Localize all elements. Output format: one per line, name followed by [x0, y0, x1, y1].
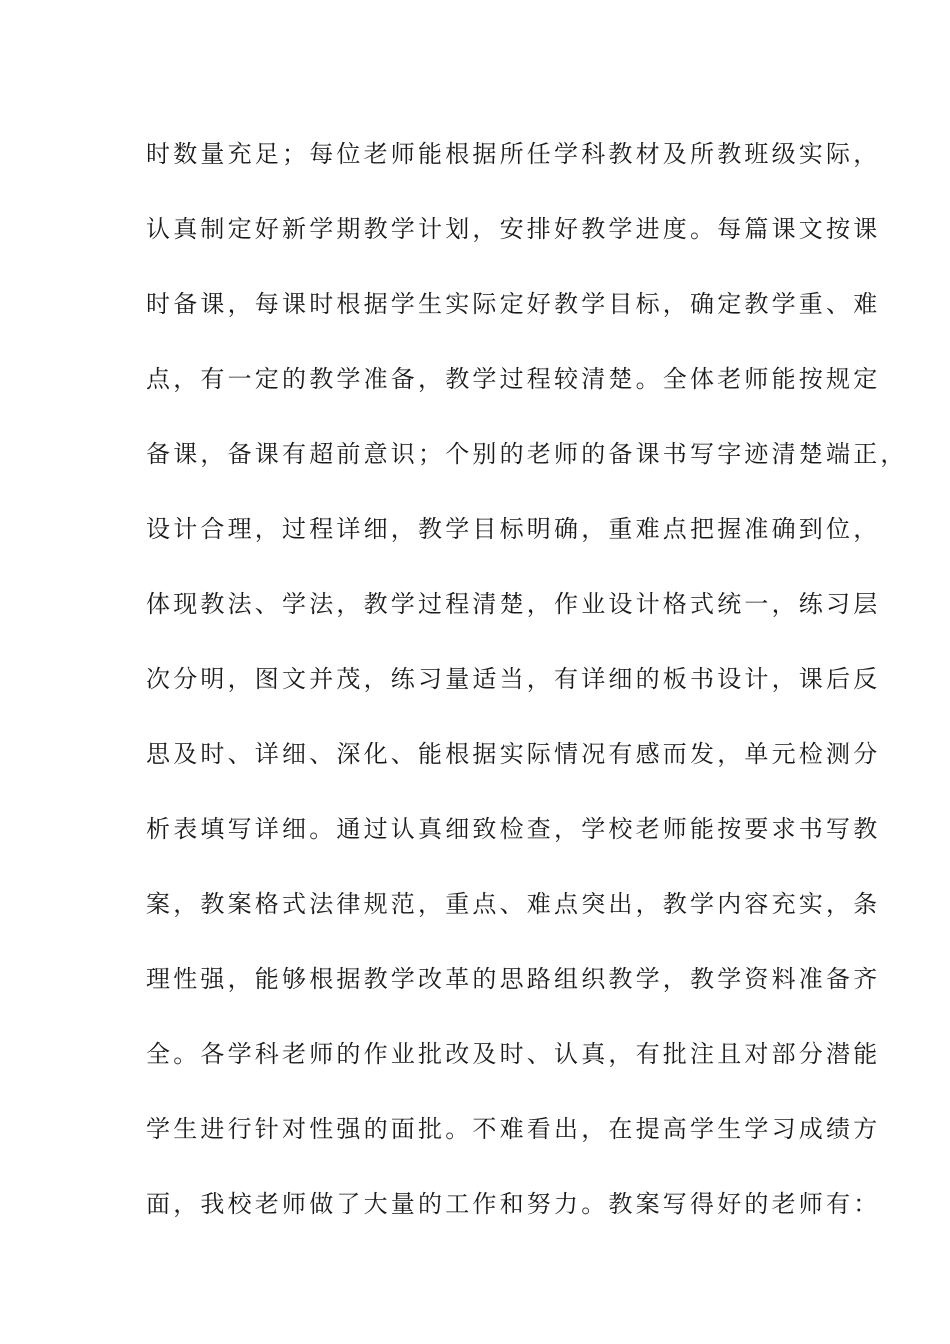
text-line: 案，教案格式法律规范，重点、难点突出，教学内容充实，条 — [146, 890, 881, 918]
body-text — [146, 134, 908, 1259]
text-line: 面，我校老师做了大量的工作和努力。教案写得好的老师有： — [146, 1190, 881, 1218]
text-line: 体现教法、学法，教学过程清楚，作业设计格式统一，练习层 — [146, 590, 881, 618]
text-line: 时备课，每课时根据学生实际定好教学目标，确定教学重、难 — [146, 290, 881, 318]
text-line: 全。各学科老师的作业批改及时、认真，有批注且对部分潜能 — [146, 1040, 881, 1068]
text-line: 认真制定好新学期教学计划，安排好教学进度。每篇课文按课 — [146, 215, 881, 243]
text-line: 理性强，能够根据教学改革的思路组织教学，教学资料准备齐 — [146, 965, 881, 993]
text-line: 学生进行针对性强的面批。不难看出，在提高学生学习成绩方 — [146, 1115, 881, 1143]
text-line: 次分明，图文并茂，练习量适当，有详细的板书设计，课后反 — [146, 665, 881, 693]
text-line: 时数量充足；每位老师能根据所任学科教材及所教班级实际， — [146, 140, 881, 168]
text-line: 设计合理，过程详细，教学目标明确，重难点把握准确到位， — [146, 515, 881, 543]
text-line: 点，有一定的教学准备，教学过程较清楚。全体老师能按规定 — [146, 365, 881, 393]
text-line: 析表填写详细。通过认真细致检查，学校老师能按要求书写教 — [146, 815, 881, 843]
text-line: 思及时、详细、深化、能根据实际情况有感而发，单元检测分 — [146, 740, 881, 768]
text-line: 备课，备课有超前意识；个别的老师的备课书写字迹清楚端正， — [146, 440, 908, 468]
